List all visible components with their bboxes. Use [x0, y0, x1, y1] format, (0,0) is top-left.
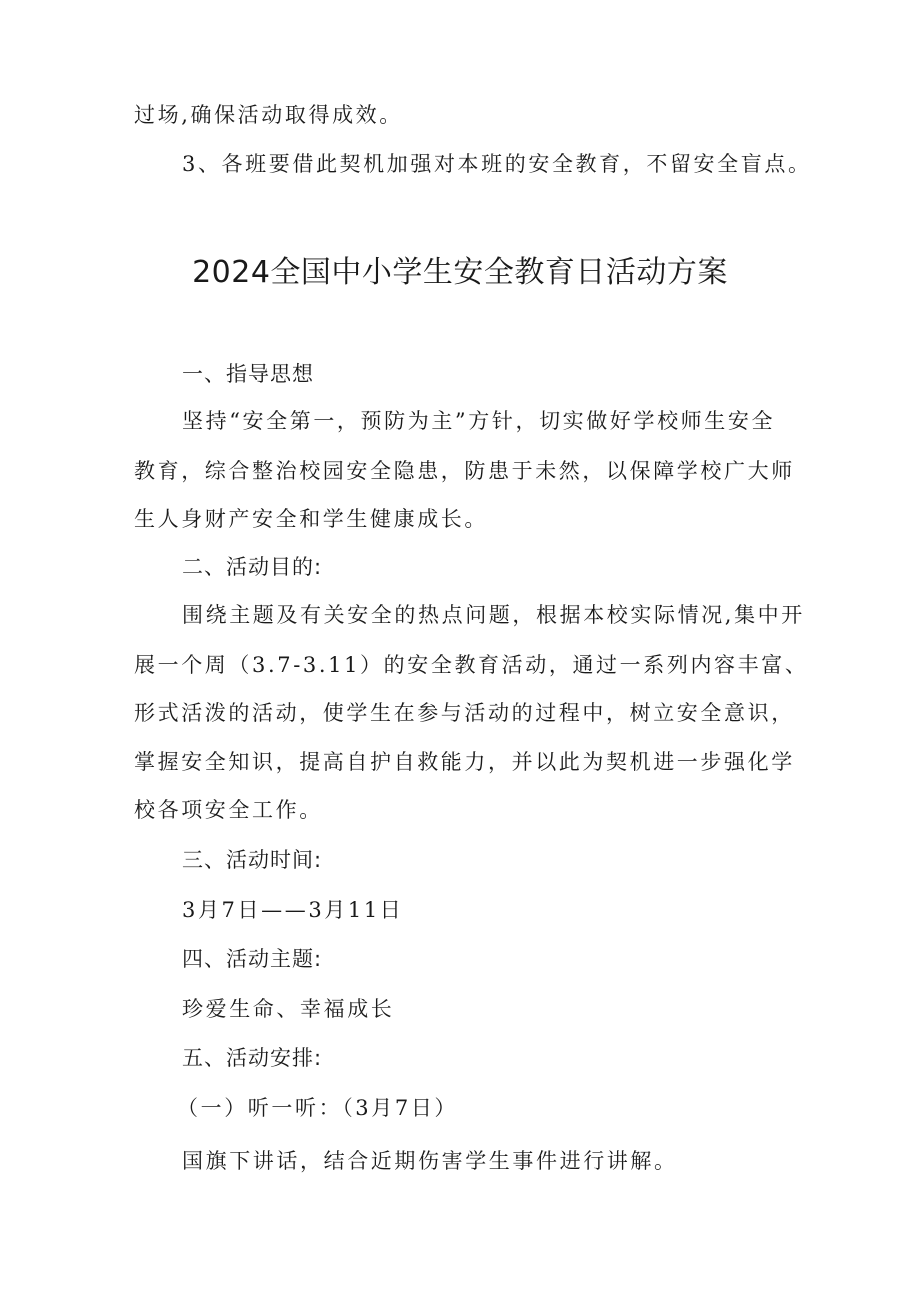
section-1-line-3: 生人身财产安全和学生健康成长。	[134, 507, 488, 531]
section-heading-guiding-ideology: 一、指导思想	[182, 362, 314, 386]
section-2-line-1: 围绕主题及有关安全的热点问题，根据本校实际情况,集中开	[182, 603, 805, 627]
section-heading-time: 三、活动时间:	[182, 848, 323, 872]
section-1-line-2: 教育，综合整治校园安全隐患，防患于未然，以保障学校广大师	[134, 459, 795, 483]
section-4-line-1: 珍爱生命、幸福成长	[182, 997, 395, 1021]
section-2-line-5: 校各项安全工作。	[134, 798, 323, 822]
intro-line-1: 过场,确保活动取得成效。	[134, 103, 403, 127]
section-2-line-4: 掌握安全知识，提高自护自救能力，并以此为契机进一步强化学	[134, 750, 795, 774]
document-title: 2024全国中小学生安全教育日活动方案	[192, 255, 728, 290]
section-heading-arrangement: 五、活动安排:	[182, 1046, 323, 1070]
section-2-line-2: 展一个周（3.7-3.11）的安全教育活动，通过一系列内容丰富、	[134, 653, 809, 677]
section-1-line-1: 坚持“安全第一，预防为主”方针，切实做好学校师生安全	[182, 409, 776, 433]
section-heading-purpose: 二、活动目的:	[182, 555, 323, 579]
section-5-subheading: （一）听一听：（3月7日）	[177, 1096, 459, 1120]
section-2-line-3: 形式活泼的活动，使学生在参与活动的过程中，树立安全意识，	[134, 701, 795, 725]
section-heading-theme: 四、活动主题:	[182, 947, 323, 971]
section-3-line-1: 3月7日——3月11日	[182, 898, 404, 922]
section-5-line-1: 国旗下讲话，结合近期伤害学生事件进行讲解。	[182, 1149, 678, 1173]
intro-line-2: 3、各班要借此契机加强对本班的安全教育，不留安全盲点。	[182, 152, 812, 176]
